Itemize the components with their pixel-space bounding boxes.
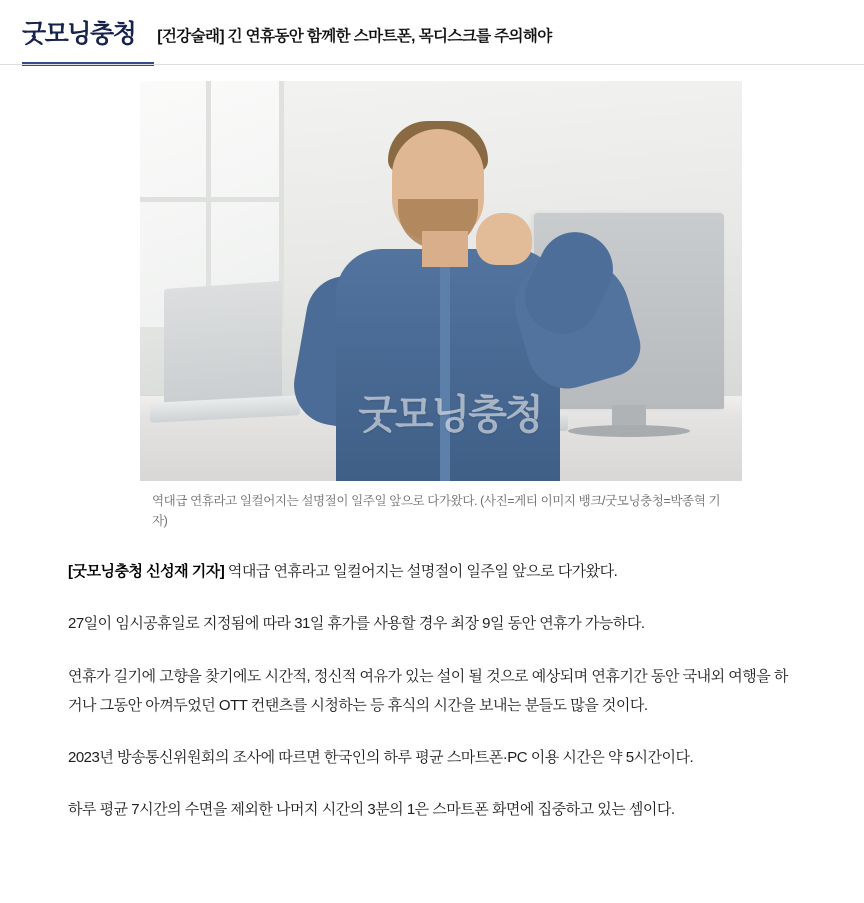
shirt-placket xyxy=(440,257,450,481)
site-logo[interactable]: 굿모닝충청 xyxy=(22,19,136,48)
paragraph-1 xyxy=(68,557,796,586)
monitor-stand-neck xyxy=(612,405,646,427)
header-divider xyxy=(0,64,864,65)
photo-watermark: 굿모닝충청 xyxy=(358,392,542,437)
person-hand-on-neck xyxy=(476,213,532,265)
paragraph-2: 27일이 임시공휴일로 지정됨에 따라 31일 휴가를 사용할 경우 최장 9일 동안 연휴가 가능하다. xyxy=(68,615,645,633)
site-masthead xyxy=(0,0,864,58)
paragraph-3: 연휴가 길기에 고향을 찾기에도 시간적, 정신적 여유가 있는 설이 될 것으로 예상되며 연휴기간 동안 국내외 여행을 하거나 그동안 아껴두었던 OTT 컨탠츠를 시청하는 등 휴식의 시간을 보내는 분들도 많을 것이다. xyxy=(68,667,788,714)
laptop-icon xyxy=(164,281,282,407)
paragraph-4: 2023년 방송통신위원회의 조사에 따르면 한국인의 하루 평균 스마트폰·PC 이용 시간은 약 5시간이다. xyxy=(68,749,694,766)
article-headline: [건강술래] 긴 연휴동안 함께한 스마트폰, 목디스크를 주의해야 xyxy=(157,28,552,45)
paragraph-1-text: 역대급 연휴라고 일컬어지는 설명절이 일주일 앞으로 다가왔다. xyxy=(224,563,618,580)
photo-caption: 역대급 연휴라고 일컬어지는 설명절이 일주일 앞으로 다가왔다. (사진=게티 이미지 뱅크/굿모닝충청=박종혁 기자) xyxy=(152,494,721,528)
article-figure xyxy=(140,81,742,531)
article-byline: [굿모닝충청 신성재 기자] xyxy=(68,563,225,580)
article-body xyxy=(68,557,796,825)
article-photo xyxy=(140,81,742,481)
paragraph-5: 하루 평균 7시간의 수면을 제외한 나머지 시간의 3분의 1은 스마트폰 화면에 집중하고 있는 셈이다. xyxy=(68,801,675,819)
article-container xyxy=(0,81,864,825)
person-neck xyxy=(422,231,468,267)
